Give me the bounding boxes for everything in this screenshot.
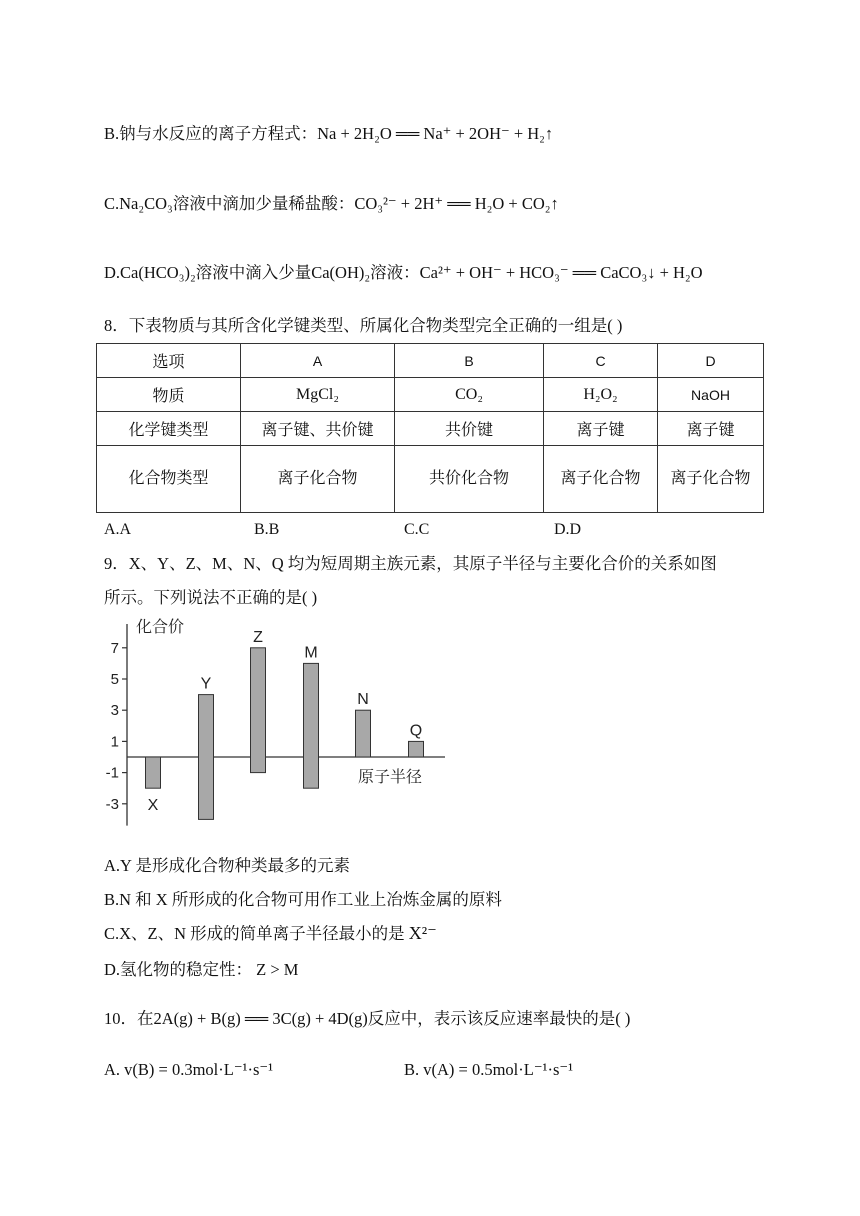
- q9-option-c-text: C.X、Z、N 形成的简单离子半径最小的是: [104, 924, 405, 943]
- table-cell: 离子键: [544, 412, 658, 446]
- q7-option-b: [104, 120, 553, 144]
- q9-stem-line2: 所示。下列说法不正确的是( ): [104, 588, 318, 607]
- bar-label-Z: Z: [253, 628, 263, 646]
- q7-option-c-text: 溶液中滴加少量稀盐酸：: [172, 194, 355, 213]
- q7-option-c-label: C.: [104, 194, 120, 213]
- q8-table: [96, 343, 764, 513]
- bar-label-Y: Y: [200, 675, 212, 693]
- q7-option-d-text1: 溶液中滴入少量: [195, 263, 312, 282]
- table-row: [97, 378, 764, 412]
- y-tick-label: -1: [105, 764, 119, 782]
- q10-stem: [104, 1005, 630, 1029]
- bar-Y: [199, 695, 214, 820]
- q9-option-d: [104, 956, 298, 980]
- q9-option-a: A.Y 是形成化合物种类最多的元素: [104, 856, 350, 875]
- q7-option-d-label: D.: [104, 263, 121, 282]
- x-axis-label: 原子半径: [358, 769, 423, 786]
- table-cell: 离子化合物: [544, 446, 658, 513]
- bar-label-M: M: [304, 644, 318, 662]
- q9-option-c-formula: X²⁻: [408, 923, 437, 943]
- q10-stem-equation: 2A(g) + B(g) ══ 3C(g) + 4D(g): [153, 1009, 368, 1028]
- q10-stem-prefix: 10．在: [104, 1009, 154, 1028]
- q9-option-d-text: D.氢化物的稳定性：: [104, 960, 253, 979]
- q9-option-c: [104, 920, 437, 944]
- table-cell: 共价键: [395, 412, 544, 446]
- table-header-cell: B: [395, 344, 544, 378]
- q9-option-d-formula: Z > M: [256, 960, 299, 979]
- q10-option-b: B. v(A) = 0.5mol·L⁻¹·s⁻¹: [404, 1060, 574, 1079]
- q8-option-a: A.A: [104, 521, 132, 538]
- bar-Q: [409, 741, 424, 757]
- q7-option-d-formula: Ca(HCO₃)₂: [120, 263, 196, 282]
- table-row: [97, 446, 764, 513]
- q7-option-d-reagent: Ca(OH)₂: [311, 263, 371, 282]
- q10-stem-suffix: 反应中，表示该反应速率最快的是( ): [367, 1009, 631, 1028]
- table-cell: 化合物类型: [97, 446, 241, 513]
- bar-label-N: N: [357, 691, 369, 709]
- q7-option-d-equation: Ca²⁺ + OH⁻ + HCO₃⁻ ══ CaCO₃↓ + H₂O: [419, 263, 703, 282]
- table-row: [97, 412, 764, 446]
- y-tick-label: 7: [110, 639, 119, 657]
- y-tick-label: 1: [110, 733, 119, 751]
- q7-option-c: [104, 190, 559, 214]
- q8-stem: 8．下表物质与其所含化学键类型、所属化合物类型完全正确的一组是( ): [104, 316, 623, 335]
- y-tick-label: -3: [105, 795, 119, 813]
- valence-radius-chart: [100, 614, 460, 834]
- bar-label-X: X: [147, 797, 159, 815]
- bar-N: [356, 710, 371, 757]
- q8-option-b: B.B: [254, 521, 280, 538]
- table-cell: CO₂: [395, 378, 544, 412]
- bar-X: [146, 757, 161, 788]
- table-cell: 化学键类型: [97, 412, 241, 446]
- q9-option-b: B.N 和 X 所形成的化合物可用作工业上冶炼金属的原料: [104, 890, 502, 909]
- table-header-cell: 选项: [97, 344, 241, 378]
- q8-option-c: C.C: [404, 521, 430, 538]
- table-cell: MgCl₂: [241, 378, 395, 412]
- y-tick-label: 5: [110, 671, 119, 688]
- bar-M: [304, 663, 319, 788]
- table-header-cell: C: [544, 344, 658, 378]
- table-cell: 离子化合物: [658, 446, 764, 513]
- table-cell: NaOH: [658, 378, 764, 412]
- table-cell: 离子键、共价键: [241, 412, 395, 446]
- q7-option-b-label: B.钠与水反应的离子方程式：: [104, 124, 318, 143]
- q7-option-c-formula: Na₂CO₃: [119, 194, 173, 213]
- q10-option-a: A. v(B) = 0.3mol·L⁻¹·s⁻¹: [104, 1060, 274, 1079]
- table-row: [97, 344, 764, 378]
- table-cell: 离子化合物: [241, 446, 395, 513]
- bar-Z: [251, 648, 266, 773]
- y-axis-label: 化合价: [136, 619, 185, 636]
- table-cell: 离子键: [658, 412, 764, 446]
- table-header-cell: D: [658, 344, 764, 378]
- table-header-cell: A: [241, 344, 395, 378]
- table-cell: H₂O₂: [544, 378, 658, 412]
- table-cell: 共价化合物: [395, 446, 544, 513]
- bar-label-Q: Q: [409, 722, 423, 740]
- q9-stem-line1: 9．X、Y、Z、M、N、Q 均为短周期主族元素，其原子半径与主要化合价的关系如图: [104, 554, 717, 573]
- q7-option-d-text2: 溶液：: [370, 263, 420, 282]
- q7-option-b-equation: Na + 2H₂O ══ Na⁺ + 2OH⁻ + H₂↑: [317, 124, 554, 143]
- y-tick-label: 3: [110, 702, 119, 720]
- table-cell: 物质: [97, 378, 241, 412]
- q8-option-d: D.D: [554, 521, 582, 538]
- q7-option-c-equation: CO₃²⁻ + 2H⁺ ══ H₂O + CO₂↑: [354, 194, 559, 213]
- q7-option-d: [104, 259, 703, 283]
